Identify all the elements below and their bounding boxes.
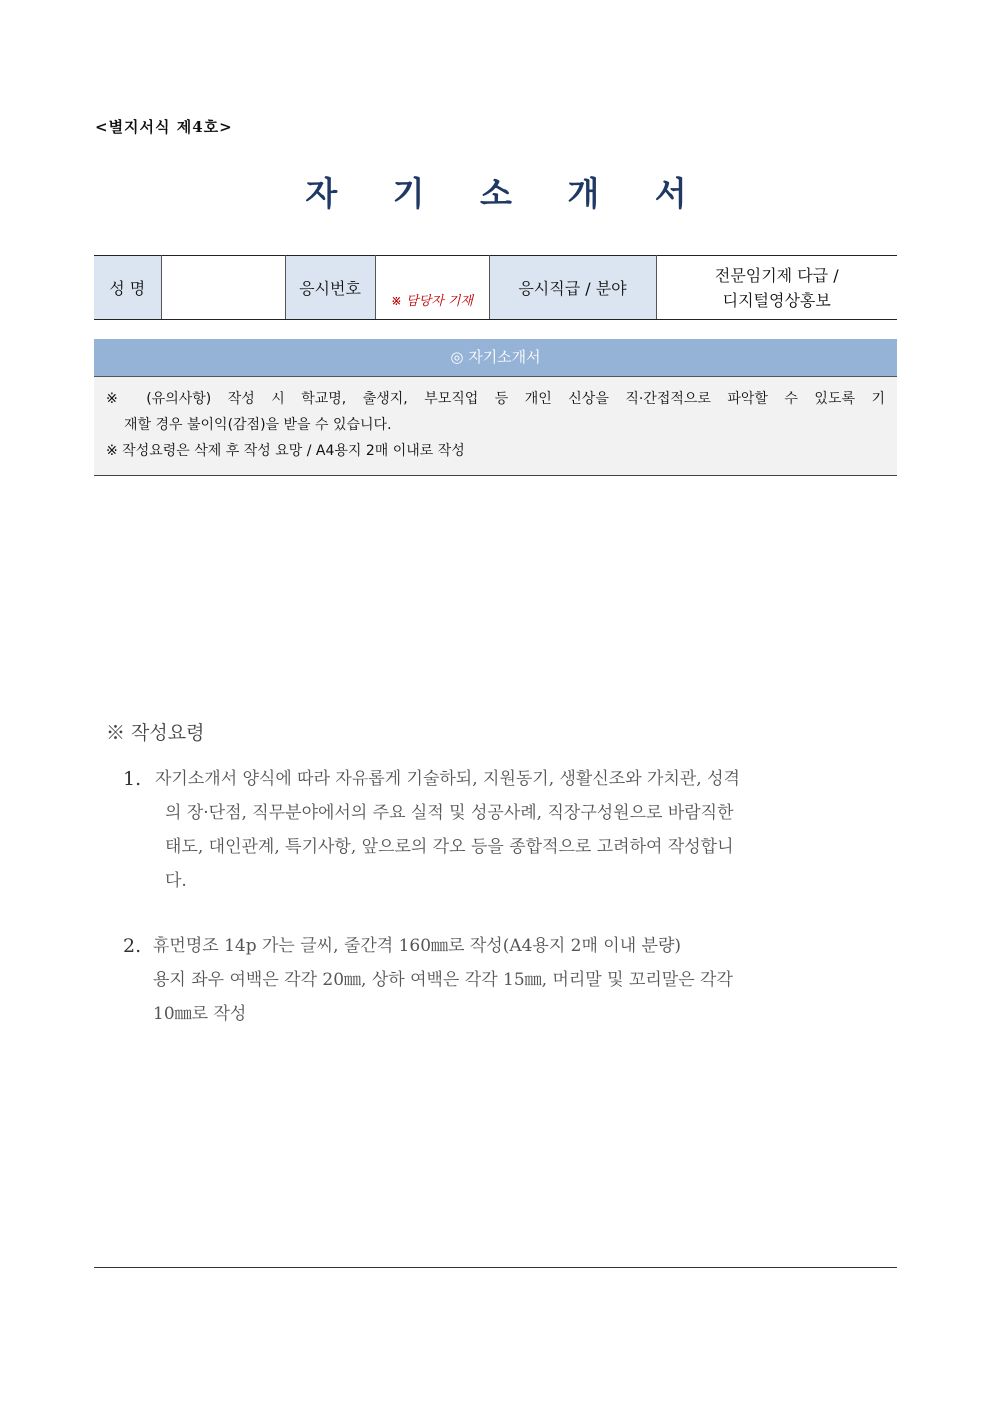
name-field[interactable] [161, 256, 285, 320]
guide-item-1-line-4: 다. [165, 871, 187, 891]
guide-item-1-line-2: 의 장·단점, 직무분야에서의 주요 실적 및 성공사례, 직장구성원으로 바람직한 [165, 803, 734, 823]
guide-item-2 [123, 929, 888, 1031]
document-title: 자 기 소 개 서 [305, 174, 709, 213]
section-heading: ◎ 자기소개서 [94, 339, 897, 377]
guide-item-1 [123, 762, 888, 898]
guide-item-2-line-1: 휴먼명조 14p 가는 글씨, 줄간격 160㎜로 작성(A4용지 2매 이내 분량) [153, 936, 682, 956]
guide-item-2-line-3: 10㎜로 작성 [153, 1004, 247, 1024]
caution-box[interactable] [94, 377, 897, 476]
exam-number-label: 응시번호 [285, 256, 375, 320]
position-label: 응시직급 / 분야 [489, 256, 656, 320]
position-value-line1: 전문임기제 다급 / [714, 265, 839, 285]
guide-item-2-number: 2. [123, 935, 142, 957]
guide-item-2-line-2: 용지 좌우 여백은 각각 20㎜, 상하 여백은 각각 15㎜, 머리말 및 꼬리말은 각각 [153, 970, 733, 990]
caution-line-3: ※ 작성요령은 삭제 후 작성 요망 / A4용지 2매 이내로 작성 [106, 443, 465, 459]
admin-entry-note: ※ 담당자 기재 [391, 294, 473, 309]
position-value [656, 256, 897, 320]
guide-item-1-line-1: 자기소개서 양식에 따라 자유롭게 기술하되, 지원동기, 생활신조와 가치관, 성격 [155, 769, 740, 789]
footer-rule [94, 1267, 897, 1268]
guide-item-1-number: 1. [123, 768, 142, 790]
exam-number-field[interactable] [375, 256, 489, 320]
position-value-line2: 디지털영상홍보 [722, 290, 831, 310]
name-label: 성 명 [94, 256, 161, 320]
caution-line-2: 재할 경우 불이익(감점)을 받을 수 있습니다. [124, 417, 392, 433]
applicant-info-table [94, 255, 897, 320]
form-number: <별지서식 제4호> [95, 118, 233, 136]
caution-line-1: ※ (유의사항) 작성 시 학교명, 출생지, 부모직업 등 개인 신상을 직·간접적으로 파악할 수 있도록 기 [106, 391, 885, 407]
guide-item-1-line-3: 태도, 대인관계, 특기사항, 앞으로의 각오 등을 종합적으로 고려하여 작성합니 [165, 837, 734, 857]
writing-guide-heading: ※ 작성요령 [106, 722, 205, 744]
